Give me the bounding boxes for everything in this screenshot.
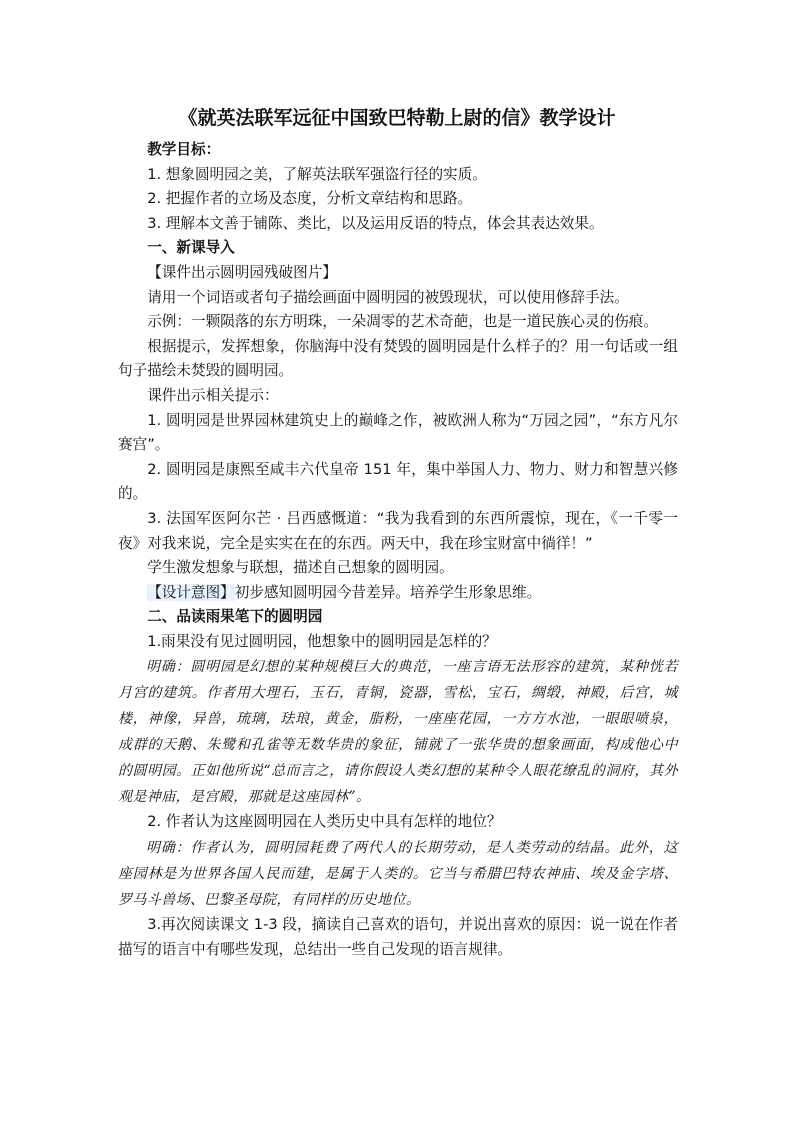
hint-item: 3. 法国军医阿尔芒 · 吕西感慨道：“我为我看到的东西所震惊，现在，《一千零一夜》对我来说，完全是实实在在的东西。两天中，我在珍宝财富中徜徉！” [118, 509, 678, 552]
design-intent [118, 581, 678, 606]
task-paragraph: 根据提示，发挥想象，你脑海中没有焚毁的圆明园是什么样子的？用一句话或一组句子描绘未焚毁的圆明园。 [118, 337, 678, 380]
document-body [118, 138, 678, 962]
hints-intro: 课件出示相关提示： [147, 386, 279, 404]
question-1: 1.雨果没有见过圆明园，他想象中的圆明园是怎样的？ [147, 632, 497, 650]
task-paragraph: 请用一个词语或者句子描绘画面中圆明园的被毁现状，可以使用修辞手法。 [147, 288, 629, 306]
answer-2: 明确：作者认为，圆明园耗费了两代人的长期劳动，是人类劳动的结晶。此外，这座园林是为世界各国人民而建，是属于人类的。它当与希腊巴特农神庙、埃及金字塔、罗马斗兽场、巴黎圣母院，有同样的历史地位。 [118, 840, 678, 909]
example-paragraph: 示例：一颗陨落的东方明珠，一朵凋零的艺术奇葩，也是一道民族心灵的伤痕。 [147, 313, 658, 331]
student-task: 学生激发想象与联想，描述自己想象的圆明园。 [147, 559, 454, 577]
hint-item: 1. 圆明园是世界园林建筑史上的巅峰之作，被欧洲人称为“万园之园”，“东方凡尔赛宫”。 [118, 411, 678, 454]
section1-heading: 一、新课导入 [147, 239, 235, 257]
document-title: 《就英法联军远征中国致巴特勒上尉的信》教学设计 [178, 107, 616, 129]
question-3: 3.再次阅读课文 1-3 段，摘读自己喜欢的语句，并说出喜欢的原因：说一说在作者描写的语言中有哪些发现，总结出一些自己发现的语言规律。 [118, 916, 678, 958]
section2-heading: 二、品读雨果笔下的圆明园 [147, 608, 323, 626]
objective-item: 1. 想象圆明园之美，了解英法联军强盗行径的实质。 [147, 165, 487, 183]
hint-item: 2. 圆明园是康熙至咸丰六代皇帝 151 年，集中举国人力、物力、财力和智慧兴修的。 [118, 460, 678, 503]
courseware-tag: 【课件出示圆明园残破图片】 [147, 263, 337, 281]
objective-item: 3. 理解本文善于铺陈、类比，以及运用反语的特点，体会其表达效果。 [147, 214, 604, 232]
objective-item: 2. 把握作者的立场及态度，分析文章结构和思路。 [147, 190, 473, 208]
design-intent-tag: 【设计意图】 [147, 583, 235, 601]
objectives-heading: 教学目标： [147, 141, 221, 158]
answer-1: 明确：圆明园是幻想的某种规模巨大的典范，一座言语无法形容的建筑，某种恍若月宫的建筑。作者用大理石，玉石，青铜，瓷器，雪松，宝石，绸缎，神殿，后宫，城楼，神像，异兽，琉璃，珐琅，黄金，脂粉，一座座花园，一方方水池，一眼眼喷泉，成群的天鹅、朱鹭和孔雀等无数华贵的象征，铺就了一张华贵的想象画面，构成他心中的圆明园。正如他所说“总而言之，请你假设人类幻想的某种令人眼花缭乱的洞府，其外观是神庙，是宫殿，那就是这座园林”。 [118, 659, 678, 806]
design-intent-text: 初步感知圆明园今昔差异。培养学生形象思维。 [234, 583, 542, 601]
question-2: 2. 作者认为这座圆明园在人类历史中具有怎样的地位？ [147, 813, 502, 831]
